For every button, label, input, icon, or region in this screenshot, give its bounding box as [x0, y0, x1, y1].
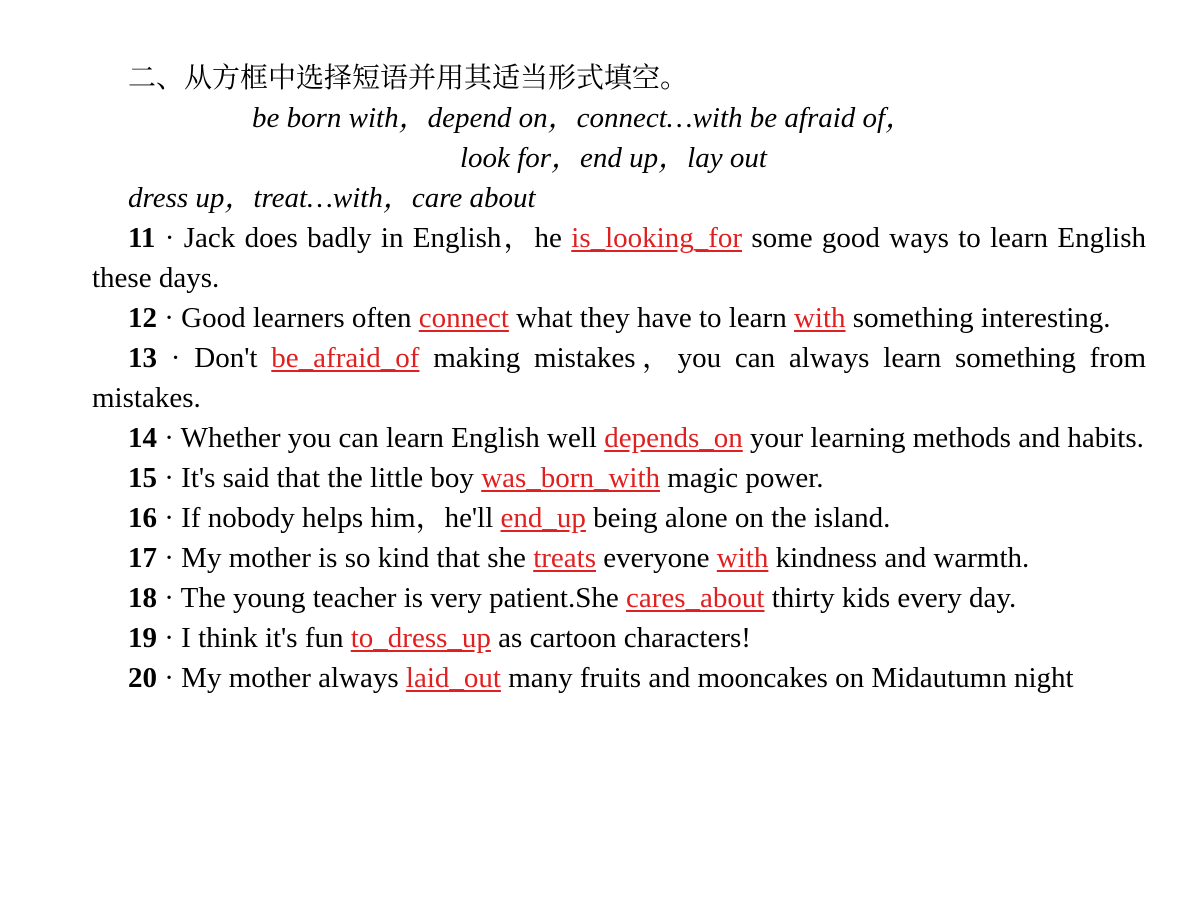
- question-17: [92, 538, 1146, 578]
- answer-blank: connect: [418, 302, 509, 334]
- answer-blank: depends_on: [604, 422, 743, 454]
- separator-dot: ·: [164, 302, 174, 334]
- word-box-line-2: look for，end up，lay out: [460, 142, 767, 174]
- section-heading: 二、从方框中选择短语并用其适当形式填空。: [128, 61, 689, 94]
- question-13: [92, 338, 1146, 418]
- question-text: My mother always: [181, 662, 406, 694]
- question-number: 14: [128, 422, 157, 454]
- separator-dot: ·: [164, 582, 174, 614]
- separator-dot: ·: [164, 422, 174, 454]
- question-text: Don't: [194, 342, 272, 374]
- question-text: your learning methods and habits.: [742, 422, 1144, 454]
- answer-blank: be_afraid_of: [271, 342, 420, 374]
- question-text: thirty kids every day.: [764, 582, 1017, 614]
- answer-blank: with: [716, 542, 769, 574]
- word-box: [92, 98, 1146, 218]
- question-19: [92, 618, 1146, 658]
- question-text: Whether you can learn English well: [180, 422, 605, 454]
- question-text: making mistakes，you can always learn something from mistakes.: [92, 342, 1147, 414]
- question-number: 20: [128, 662, 157, 694]
- question-11: [92, 218, 1146, 298]
- separator-dot: ·: [164, 462, 174, 494]
- question-text: some good ways to learn English these days.: [92, 222, 1146, 294]
- answer-blank: is_looking_for: [571, 222, 743, 254]
- separator-dot: ·: [164, 222, 175, 254]
- question-text: The young teacher is very patient.She: [180, 582, 626, 614]
- question-text: It's said that the little boy: [181, 462, 482, 494]
- question-number: 16: [128, 502, 157, 534]
- question-number: 18: [128, 582, 157, 614]
- answer-blank: treats: [533, 542, 596, 574]
- question-14: [92, 418, 1146, 458]
- question-18: [92, 578, 1146, 618]
- question-text: If nobody helps him，he'll: [181, 502, 501, 534]
- question-text: being alone on the island.: [585, 502, 891, 534]
- question-text: everyone: [596, 542, 717, 574]
- question-15: [92, 458, 1146, 498]
- question-number: 13: [128, 342, 157, 374]
- separator-dot: ·: [164, 502, 174, 534]
- answer-blank: laid_out: [405, 662, 501, 694]
- question-number: 11: [128, 222, 156, 254]
- question-number: 12: [128, 302, 157, 334]
- word-box-line-1: be born with，depend on，connect…with be afraid of，: [252, 102, 915, 134]
- question-text: I think it's fun: [181, 622, 351, 654]
- question-16: [92, 498, 1146, 538]
- question-text: Jack does badly in English，he: [183, 222, 572, 254]
- question-text: kindness and warmth.: [768, 542, 1030, 574]
- separator-dot: ·: [164, 542, 174, 574]
- separator-dot: ·: [170, 342, 181, 374]
- word-box-line-3: dress up，treat…with，care about: [128, 182, 536, 214]
- separator-dot: ·: [164, 662, 174, 694]
- question-number: 19: [128, 622, 157, 654]
- question-20: [92, 658, 1146, 698]
- answer-blank: to_dress_up: [350, 622, 491, 654]
- question-text: Good learners often: [181, 302, 419, 334]
- exercise-page: [92, 58, 1146, 698]
- answer-blank: with: [793, 302, 846, 334]
- question-text: something interesting.: [845, 302, 1111, 334]
- question-text: magic power.: [660, 462, 824, 494]
- question-text: My mother is so kind that she: [181, 542, 534, 574]
- question-number: 15: [128, 462, 157, 494]
- question-number: 17: [128, 542, 157, 574]
- answer-blank: end_up: [500, 502, 586, 534]
- answer-blank: cares_about: [625, 582, 765, 614]
- question-text: what they have to learn: [508, 302, 794, 334]
- question-text: many fruits and mooncakes on Midautumn night: [500, 662, 1074, 694]
- question-text: as cartoon characters!: [490, 622, 751, 654]
- answer-blank: was_born_with: [481, 462, 661, 494]
- separator-dot: ·: [164, 622, 174, 654]
- question-12: [92, 298, 1146, 338]
